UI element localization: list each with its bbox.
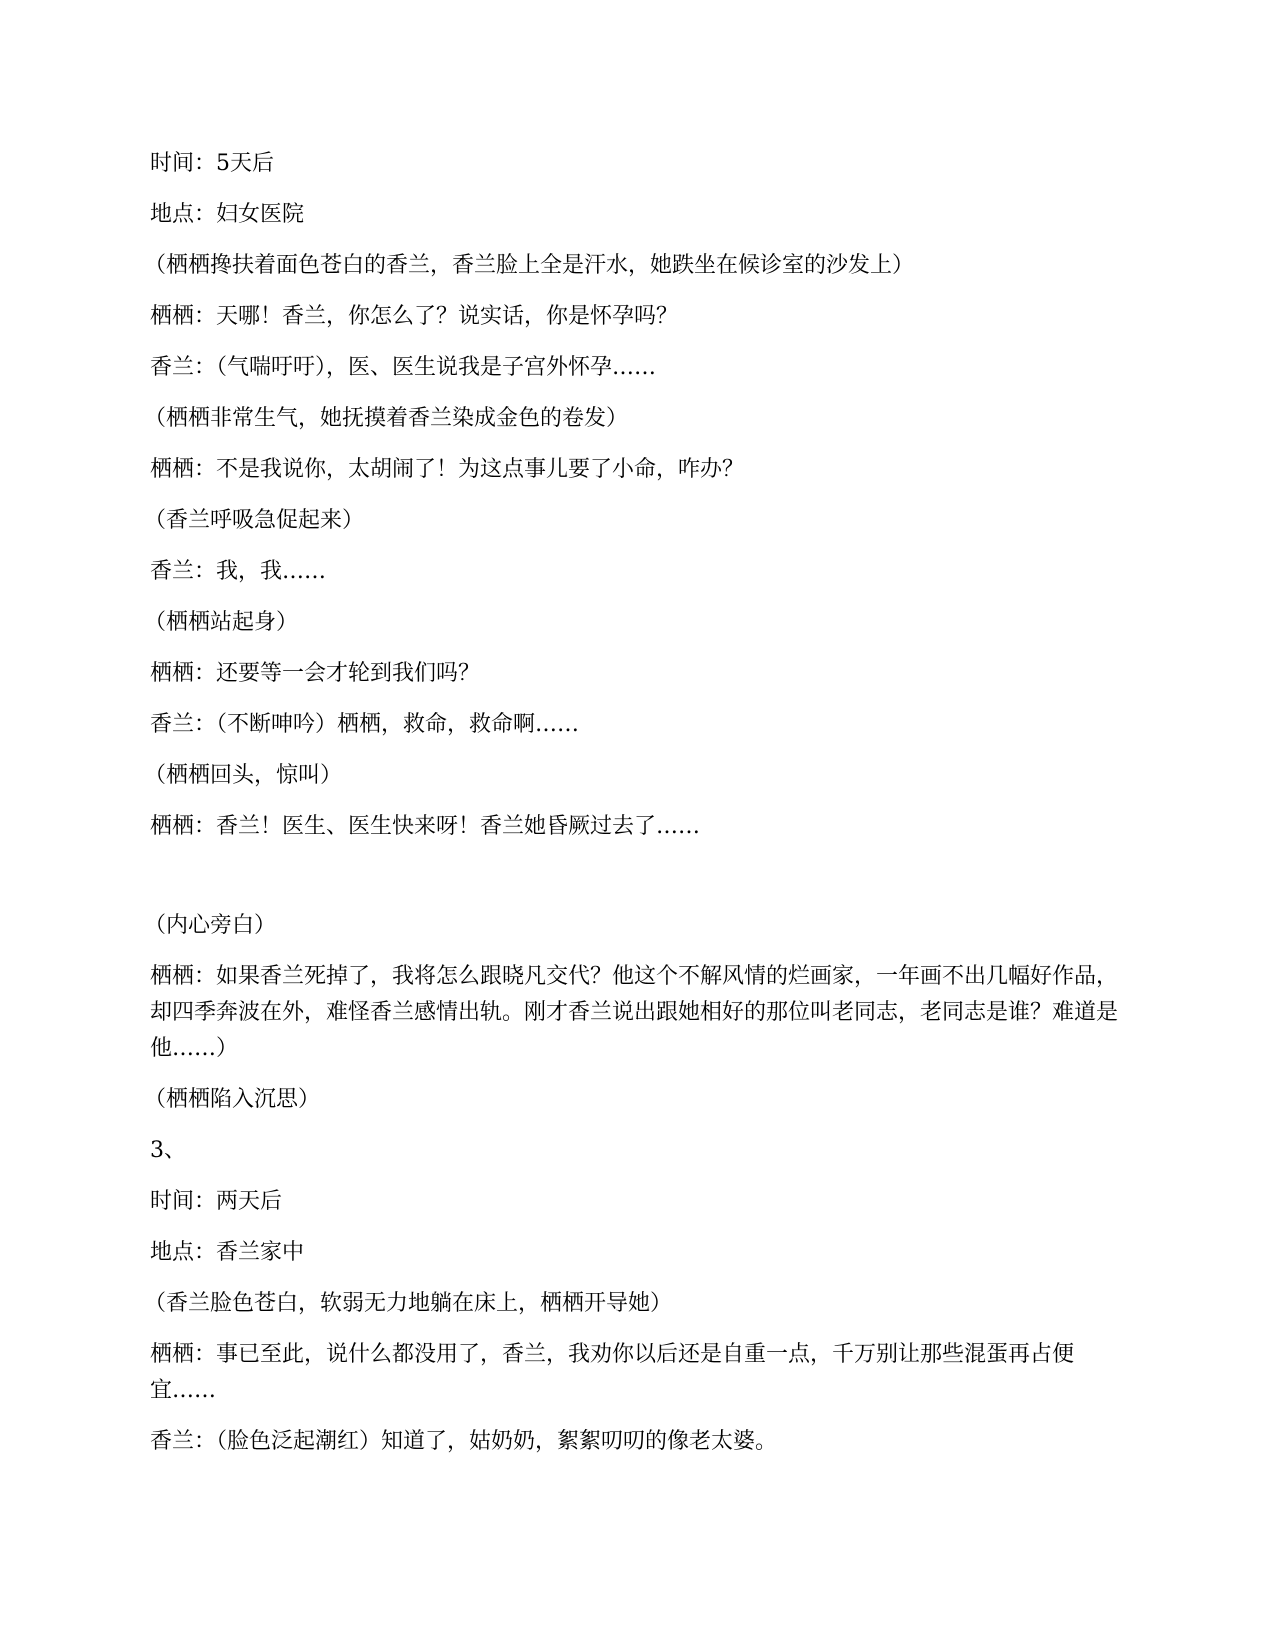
time-line: 时间：两天后 — [150, 1189, 283, 1214]
stage-direction: （栖栖陷入沉思） — [144, 1087, 321, 1112]
stage-direction: （栖栖搀扶着面色苍白的香兰，香兰脸上全是汗水，她跌坐在候诊室的沙发上） — [144, 253, 915, 278]
dialogue-line: 栖栖：如果香兰死掉了，我将怎么跟晓凡交代？他这个不解风情的烂画家，一年画不出几幅好作品，却四季奔波在外，难怪香兰感情出轨。刚才香兰说出跟她相好的那位叫老同志，老同志是谁？难道是他……） — [150, 964, 1119, 1061]
dialogue-line: 香兰：（脸色泛起潮红）知道了，姑奶奶，絮絮叨叨的像老太婆。 — [150, 1429, 778, 1454]
dialogue-line: 栖栖：不是我说你，太胡闹了！为这点事儿要了小命，咋办？ — [150, 457, 745, 482]
stage-direction: （香兰脸色苍白，软弱无力地躺在床上，栖栖开导她） — [144, 1291, 673, 1316]
dialogue-line: 香兰：（不断呻吟）栖栖，救命，救命啊…… — [150, 712, 580, 737]
dialogue-line: 香兰：（气喘吁吁），医、医生说我是子宫外怀孕…… — [150, 355, 657, 380]
dialogue-line: 栖栖：事已至此，说什么都没用了，香兰，我劝你以后还是自重一点，千万别让那些混蛋再占便宜…… — [150, 1342, 1075, 1403]
dialogue-line: 栖栖：还要等一会才轮到我们吗？ — [150, 661, 481, 686]
dialogue-line: 香兰：我，我…… — [150, 559, 327, 584]
section-spacer — [150, 860, 1125, 908]
stage-direction: （栖栖站起身） — [144, 610, 299, 635]
stage-direction: （栖栖回头，惊叫） — [144, 763, 343, 788]
stage-direction: （香兰呼吸急促起来） — [144, 508, 365, 533]
stage-direction: （内心旁白） — [144, 913, 277, 938]
scene-number: 3、 — [150, 1138, 186, 1163]
stage-direction: （栖栖非常生气，她抚摸着香兰染成金色的卷发） — [144, 406, 629, 431]
dialogue-line: 栖栖：天哪！香兰，你怎么了？说实话，你是怀孕吗？ — [150, 304, 679, 329]
location-line: 地点：妇女医院 — [150, 202, 305, 227]
time-line: 时间：5天后 — [150, 151, 274, 176]
dialogue-line: 栖栖：香兰！医生、医生快来呀！香兰她昏厥过去了…… — [150, 814, 701, 839]
script-body — [144, 146, 1125, 1475]
location-line: 地点：香兰家中 — [150, 1240, 305, 1265]
